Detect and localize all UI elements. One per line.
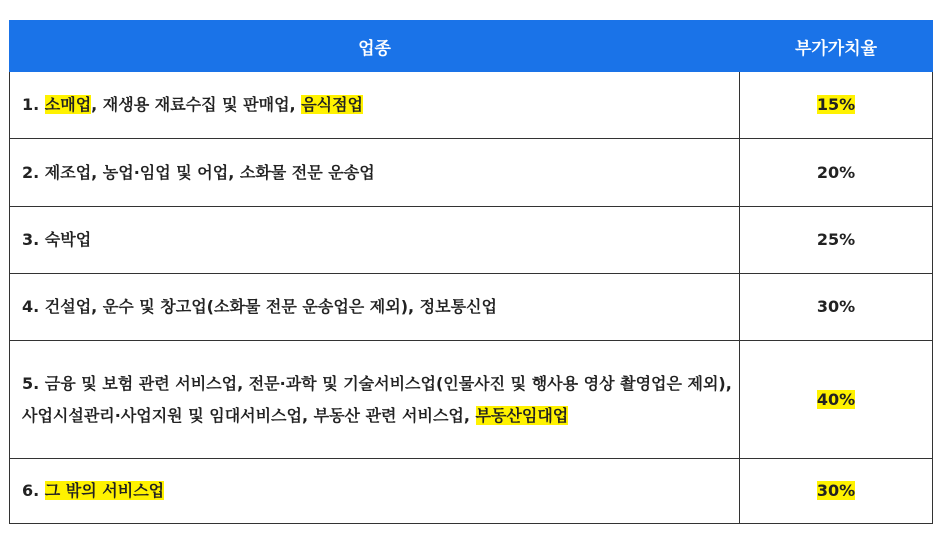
- table-row: [10, 459, 933, 524]
- industry-cell: [10, 139, 740, 207]
- rate-cell: [740, 139, 933, 207]
- rate-value: 15%: [816, 95, 856, 114]
- table-header-row: [10, 21, 933, 72]
- rate-value: 25%: [816, 230, 856, 249]
- rate-cell: [740, 341, 933, 459]
- rate-value: 20%: [816, 162, 856, 182]
- industry-cell: [10, 459, 740, 524]
- industry-text: 6.: [22, 481, 45, 500]
- industry-cell: [10, 207, 740, 274]
- vat-rate-table-container: [9, 20, 933, 524]
- rate-cell: [740, 207, 933, 274]
- industry-cell: [10, 72, 740, 139]
- rate-value: 30%: [816, 297, 856, 316]
- rate-cell: [740, 274, 933, 341]
- industry-text: 5. 금융 및 보험 관련 서비스업, 전문·과학 및 기술서비스업(인물사진 및 행사용 영상 촬영업은 제외), 사업시설관리·사업지원 및 임대서비스업, 부동산 관련 서비스업,: [22, 373, 732, 425]
- table-row: [10, 274, 933, 341]
- industry-text: 4. 건설업, 운수 및 창고업(소화물 전문 운송업은 제외), 정보통신업: [22, 297, 497, 316]
- highlighted-industry-text: 그 밖의 서비스업: [44, 481, 165, 500]
- highlighted-industry-text: 소매업: [44, 95, 92, 114]
- industry-cell: [10, 274, 740, 341]
- table-row: [10, 139, 933, 207]
- highlighted-industry-text: 부동산임대업: [475, 405, 569, 425]
- industry-text: 3. 숙박업: [22, 230, 92, 249]
- rate-cell: [740, 72, 933, 139]
- header-industry: 업종: [10, 21, 740, 72]
- industry-cell: [10, 341, 740, 459]
- rate-value: 40%: [816, 389, 856, 409]
- table-row: [10, 72, 933, 139]
- table-row: [10, 341, 933, 459]
- industry-text: 1.: [22, 95, 45, 114]
- highlighted-industry-text: 음식점업: [301, 95, 364, 114]
- table-row: [10, 207, 933, 274]
- rate-value: 30%: [816, 481, 856, 500]
- industry-text: 2. 제조업, 농업·임업 및 어업, 소화물 전문 운송업: [22, 162, 375, 182]
- vat-rate-table: [9, 20, 933, 524]
- header-rate: 부가가치율: [740, 21, 933, 72]
- industry-text: , 재생용 재료수집 및 판매업,: [91, 95, 302, 114]
- rate-cell: [740, 459, 933, 524]
